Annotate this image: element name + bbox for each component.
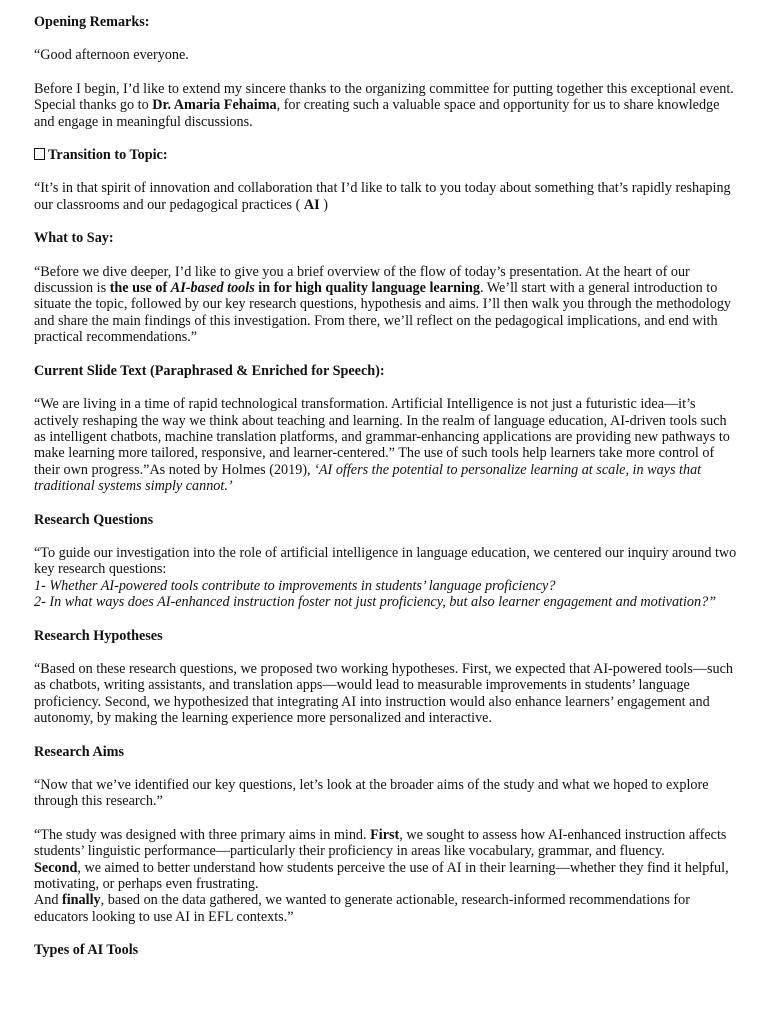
- topic-bold-italic: AI-based tools: [170, 280, 255, 297]
- slide-text-body: “We are living in a time of rapid technological transformation. Artificial Intelligence is not just a futuristic idea—it’s actively reshaping the way we think about teaching and learning. In the realm of language education, AI-driven tools such as intelligent chatbots, machine translation platforms, and grammar-enhancing applications are providing new pathways to make learning more tailored, responsive, and learner-centered.” The use of such tools help learners take more control of their own progress.”As noted by Holmes (2019),: [34, 396, 730, 478]
- ai-term: AI: [303, 196, 320, 213]
- research-questions-heading: Research Questions: [34, 511, 154, 528]
- transition-text-end: ): [319, 196, 328, 213]
- thanks-paragraph: [34, 81, 740, 130]
- aims-detail-paragraph: [34, 827, 740, 925]
- overview-paragraph: [34, 264, 740, 346]
- hypotheses-paragraph: “Based on these research questions, we proposed two working hypotheses. First, we expected that AI-powered tools—such as chatbots, writing assistants, and translation apps—would lead to measurable improvements in students’ language proficiency. Second, we hypothesized that integrating AI into instruction would also enhance learners’ engagement and autonomy, by making the learning experience more personalized and interactive.: [34, 660, 733, 727]
- question-2: 2- In what ways does AI-enhanced instruction foster not just proficiency, but also learner engagement and motivation?”: [34, 594, 717, 611]
- opening-remarks-heading: Opening Remarks:: [34, 14, 150, 30]
- questions-intro: “To guide our investigation into the role of artificial intelligence in language education, we centered our inquiry around two key research questions:: [34, 544, 737, 578]
- transition-heading: [34, 147, 740, 163]
- aims-final-text: , based on the data gathered, we wanted to generate actionable, research-informed recommendations for educators looking to use AI in EFL contexts.”: [34, 892, 690, 925]
- holmes-quote: ‘AI offers the potential to personalize learning at scale, in ways that traditional systems simply cannot.’: [34, 461, 702, 495]
- transition-heading-text: Transition to Topic:: [48, 147, 168, 164]
- aims-first-text: , we sought to assess how AI-enhanced instruction affects students’ linguistic performance—particularly their proficiency in areas like vocabulary, grammar, and fluency.: [34, 826, 727, 860]
- missing-glyph-icon: [34, 148, 45, 160]
- aims-second-text: , we aimed to better understand how students perceive the use of AI in their learning—whether they find it helpful, motivating, or perhaps even frustrating.: [34, 859, 729, 893]
- research-questions-paragraph: [34, 545, 740, 611]
- overview-text-end: . We’ll start with a general introduction to situate the topic, followed by our key research questions, hypothesis and aims. I’ll then walk you through the methodology and share the main findings of this investigation. From there, we’ll reflect on the pedagogical implications, and end with practical recommendations.”: [34, 280, 732, 346]
- aims-final-start: And: [34, 892, 62, 909]
- research-hypotheses-heading: Research Hypotheses: [34, 627, 163, 644]
- transition-paragraph: [34, 180, 740, 213]
- aims-first-label: First: [370, 826, 400, 843]
- topic-bold-2: in for high quality language learning: [254, 280, 480, 297]
- question-1: 1- Whether AI-powered tools contribute to improvements in students’ language proficiency?: [34, 577, 556, 594]
- research-aims-heading: Research Aims: [34, 743, 124, 760]
- aims-second-label: Second: [34, 859, 78, 876]
- aims-intro-paragraph: “Now that we’ve identified our key questions, let’s look at the broader aims of the study and what we hoped to explore through this research.”: [34, 777, 709, 810]
- slide-text-paragraph: [34, 396, 740, 494]
- aims-first-start: “The study was designed with three primary aims in mind.: [34, 826, 371, 843]
- transition-text-start: “It’s in that spirit of innovation and collaboration that I’d like to talk to you today about something that’s rapidly reshaping our classrooms and our pedagogical practices (: [34, 180, 731, 213]
- what-to-say-heading: What to Say:: [34, 230, 114, 247]
- overview-text-start: “Before we dive deeper, I’d like to give you a brief overview of the flow of today’s presentation. At the heart of our discussion is: [34, 263, 690, 297]
- thanks-text-start: Before I begin, I’d like to extend my sincere thanks to the organizing committee for putting together this exceptional event. Special thanks go to: [34, 80, 734, 114]
- topic-bold-1: the use of: [109, 280, 171, 297]
- thanks-text-end: , for creating such a valuable space and opportunity for us to share knowledge and engage in meaningful discussions.: [34, 97, 720, 130]
- aims-final-label: finally: [61, 892, 101, 909]
- greeting-paragraph: “Good afternoon everyone.: [34, 47, 189, 64]
- organizer-name: Dr. Amaria Fehaima: [152, 97, 277, 114]
- slide-text-heading: Current Slide Text (Paraphrased & Enriched for Speech):: [34, 362, 385, 379]
- types-of-ai-tools-heading: Types of AI Tools: [34, 942, 139, 959]
